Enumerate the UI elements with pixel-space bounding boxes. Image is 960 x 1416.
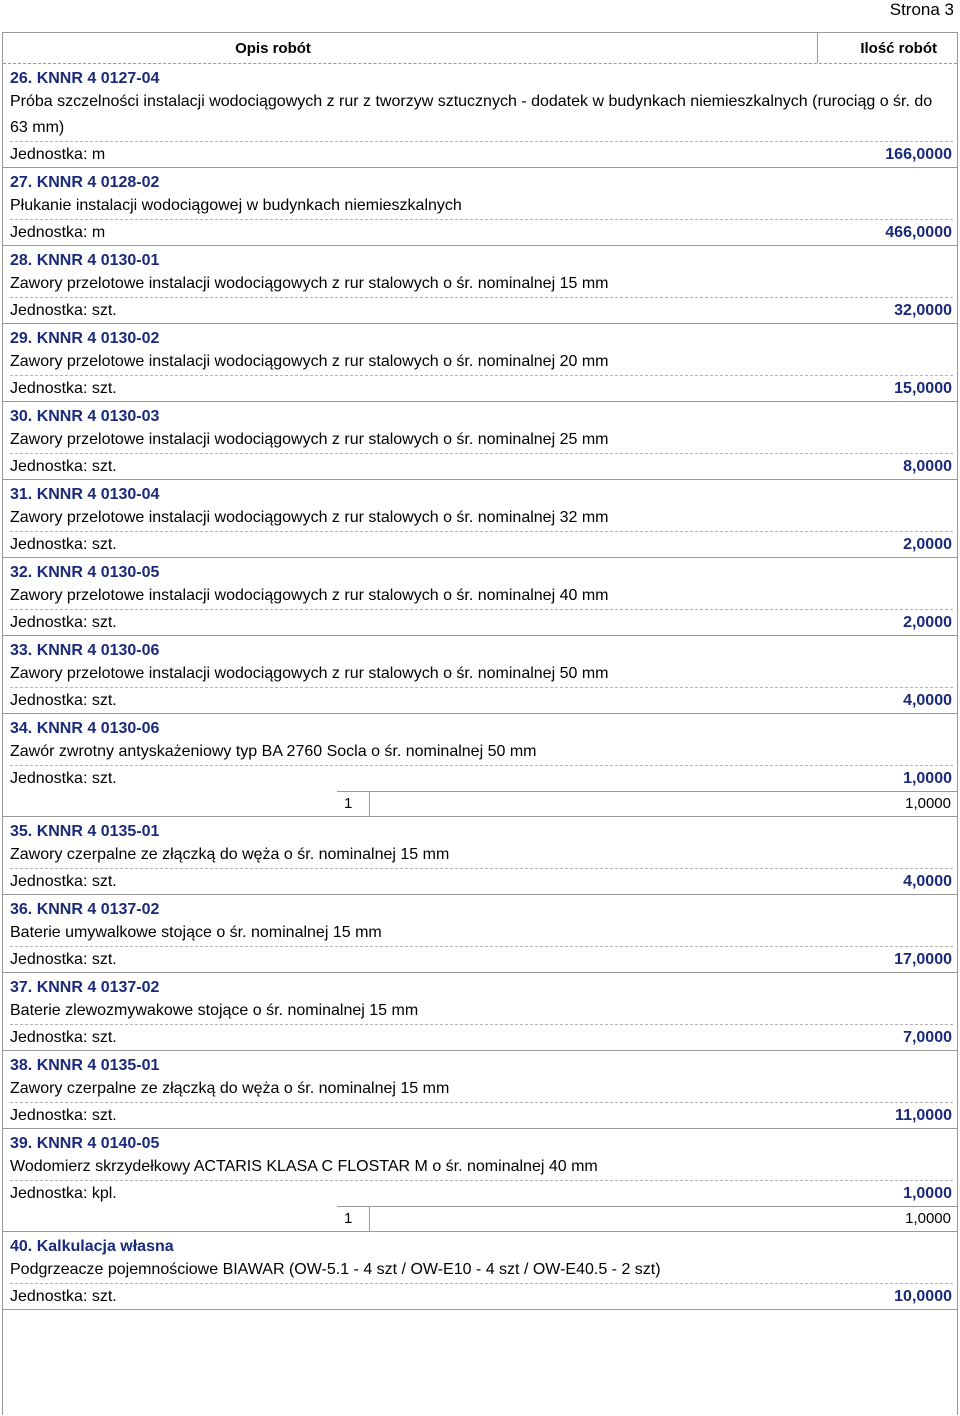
item-code: 27. KNNR 4 0128-02 [10, 174, 160, 191]
list-item [3, 480, 957, 558]
sub-divider [369, 792, 370, 816]
list-item [3, 973, 957, 1051]
item-unit-row [10, 765, 953, 791]
item-quantity: 466,0000 [885, 224, 952, 241]
list-item [3, 817, 957, 895]
item-quantity: 32,0000 [894, 302, 952, 319]
item-description: Baterie zlewozmywakowe stojące o śr. nominalnej 15 mm [10, 1002, 419, 1019]
item-description: Baterie umywalkowe stojące o śr. nominalnej 15 mm [10, 924, 382, 941]
item-unit-row [10, 868, 953, 894]
item-unit: Jednostka: szt. [10, 873, 117, 890]
item-code: 35. KNNR 4 0135-01 [10, 823, 160, 840]
list-item [3, 324, 957, 402]
item-code: 36. KNNR 4 0137-02 [10, 901, 160, 918]
sub-count: 1 [344, 1210, 353, 1227]
header-quantity: Ilość robót [860, 40, 937, 57]
item-description: Wodomierz skrzydełkowy ACTARIS KLASA C FLOSTAR M o śr. nominalnej 40 mm [10, 1158, 598, 1175]
item-code: 32. KNNR 4 0130-05 [10, 564, 160, 581]
item-quantity: 2,0000 [903, 536, 952, 553]
items-list [3, 64, 957, 1310]
item-description: Zawory przelotowe instalacji wodociągowych z rur stalowych o śr. nominalnej 25 mm [10, 431, 609, 448]
item-description: Podgrzeacze pojemnościowe BIAWAR (OW-5.1 - 4 szt / OW-E10 - 4 szt / OW-E40.5 - 2 szt) [10, 1261, 661, 1278]
item-unit: Jednostka: m [10, 146, 106, 163]
list-item [3, 1129, 957, 1232]
sub-quantity: 1,0000 [905, 1210, 951, 1227]
list-item [3, 168, 957, 246]
works-table [2, 32, 958, 1415]
list-item [3, 714, 957, 817]
item-unit: Jednostka: szt. [10, 1107, 117, 1124]
item-description: Zawory przelotowe instalacji wodociągowych z rur stalowych o śr. nominalnej 50 mm [10, 665, 609, 682]
item-unit: Jednostka: szt. [10, 380, 117, 397]
item-sub-row [337, 791, 957, 816]
table-header [3, 33, 957, 64]
page-number: Strona 3 [889, 0, 954, 19]
item-quantity: 4,0000 [903, 692, 952, 709]
item-description: Zawory czerpalne ze złączką do węża o śr. nominalnej 15 mm [10, 1080, 450, 1097]
item-quantity: 15,0000 [894, 380, 952, 397]
item-unit-row [10, 1283, 953, 1309]
item-unit-row [10, 687, 953, 713]
item-unit: Jednostka: m [10, 224, 106, 241]
list-item [3, 402, 957, 480]
item-unit: Jednostka: szt. [10, 1288, 117, 1305]
header-description: Opis robót [235, 40, 311, 57]
item-unit: Jednostka: szt. [10, 770, 117, 787]
list-item [3, 895, 957, 973]
list-item [3, 246, 957, 324]
item-unit: Jednostka: szt. [10, 614, 117, 631]
item-code: 31. KNNR 4 0130-04 [10, 486, 160, 503]
item-description: Zawór zwrotny antyskażeniowy typ BA 2760 Socla o śr. nominalnej 50 mm [10, 743, 537, 760]
item-unit: Jednostka: kpl. [10, 1185, 117, 1202]
item-code: 40. Kalkulacja własna [10, 1238, 174, 1255]
item-unit: Jednostka: szt. [10, 302, 117, 319]
item-code: 38. KNNR 4 0135-01 [10, 1057, 160, 1074]
item-quantity: 1,0000 [903, 1185, 952, 1202]
item-unit: Jednostka: szt. [10, 692, 117, 709]
item-unit-row [10, 375, 953, 401]
item-description: Zawory przelotowe instalacji wodociągowych z rur stalowych o śr. nominalnej 20 mm [10, 353, 609, 370]
item-unit-row [10, 1102, 953, 1128]
item-quantity: 7,0000 [903, 1029, 952, 1046]
item-quantity: 11,0000 [895, 1107, 952, 1124]
list-item [3, 64, 957, 168]
list-item [3, 558, 957, 636]
item-quantity: 8,0000 [903, 458, 952, 475]
header-divider [817, 33, 818, 63]
item-unit-row [10, 946, 953, 972]
item-code: 34. KNNR 4 0130-06 [10, 720, 160, 737]
item-quantity: 10,0000 [894, 1288, 952, 1305]
item-description: Zawory przelotowe instalacji wodociągowych z rur stalowych o śr. nominalnej 15 mm [10, 275, 609, 292]
item-unit-row [10, 297, 953, 323]
list-item [3, 636, 957, 714]
item-description: Próba szczelności instalacji wodociągowych z rur z tworzyw sztucznych - dodatek w budynkach niemieszkalnych (rurociąg o śr. do 63 mm) [10, 93, 933, 136]
sub-count: 1 [344, 795, 353, 812]
item-quantity: 166,0000 [885, 146, 952, 163]
item-unit-row [10, 1024, 953, 1050]
item-description: Zawory przelotowe instalacji wodociągowych z rur stalowych o śr. nominalnej 40 mm [10, 587, 609, 604]
item-unit: Jednostka: szt. [10, 951, 117, 968]
item-quantity: 1,0000 [903, 770, 952, 787]
item-code: 28. KNNR 4 0130-01 [10, 252, 160, 269]
item-code: 39. KNNR 4 0140-05 [10, 1135, 160, 1152]
item-unit-row [10, 141, 953, 167]
item-unit-row [10, 219, 953, 245]
item-quantity: 4,0000 [903, 873, 952, 890]
item-unit-row [10, 609, 953, 635]
item-unit: Jednostka: szt. [10, 458, 117, 475]
item-unit: Jednostka: szt. [10, 1029, 117, 1046]
item-sub-row [337, 1206, 957, 1231]
sub-quantity: 1,0000 [905, 795, 951, 812]
item-unit-row [10, 453, 953, 479]
item-quantity: 2,0000 [903, 614, 952, 631]
item-unit-row [10, 531, 953, 557]
item-description: Płukanie instalacji wodociągowej w budynkach niemieszkalnych [10, 197, 462, 214]
item-quantity: 17,0000 [894, 951, 952, 968]
list-item [3, 1051, 957, 1129]
item-code: 37. KNNR 4 0137-02 [10, 979, 160, 996]
item-code: 26. KNNR 4 0127-04 [10, 70, 160, 87]
item-code: 30. KNNR 4 0130-03 [10, 408, 160, 425]
sub-divider [369, 1207, 370, 1231]
list-item [3, 1232, 957, 1310]
item-description: Zawory przelotowe instalacji wodociągowych z rur stalowych o śr. nominalnej 32 mm [10, 509, 609, 526]
item-code: 29. KNNR 4 0130-02 [10, 330, 160, 347]
item-description: Zawory czerpalne ze złączką do węża o śr. nominalnej 15 mm [10, 846, 450, 863]
item-unit-row [10, 1180, 953, 1206]
item-code: 33. KNNR 4 0130-06 [10, 642, 160, 659]
item-unit: Jednostka: szt. [10, 536, 117, 553]
